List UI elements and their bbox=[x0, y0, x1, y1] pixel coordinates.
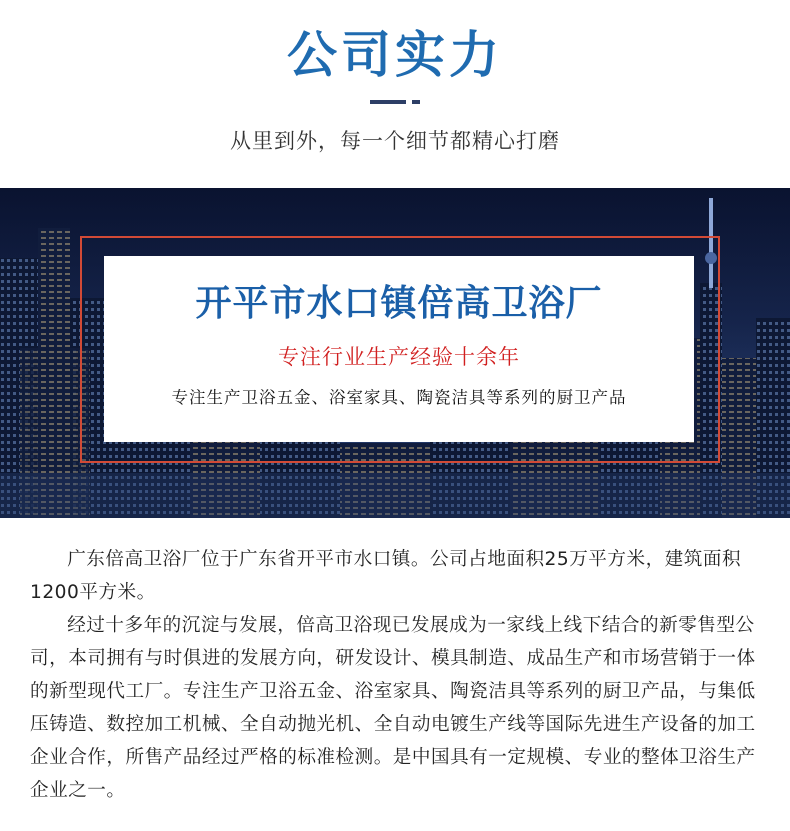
company-name: 开平市水口镇倍高卫浴厂 bbox=[195, 283, 603, 324]
intro-paragraph-1: 广东倍高卫浴厂位于广东省开平市水口镇。公司占地面积25万平方米，建筑面积1200平方米。 bbox=[30, 549, 742, 603]
intro-paragraph-2: 经过十多年的沉淀与发展，倍高卫浴现已发展成为一家线上线下结合的新零售型公司，本司拥有与时俱进的发展方向，研发设计、模具制造、成品生产和市场营销于一体的新型现代工厂。专注生产卫浴五金、浴室家具、陶瓷洁具等系列的厨卫产品，与集低压铸造、数控加工机械、全自动抛光机、全自动电镀生产线等国际先进生产设备的加工企业合作，所售产品经过严格的标准检测。是中国具有一定规模、专业的整体卫浴生产企业之一。 bbox=[30, 615, 756, 801]
title-underline bbox=[370, 100, 420, 104]
page-subtitle: 从里到外，每一个细节都精心打磨 bbox=[230, 129, 560, 153]
company-description: 专注生产卫浴五金、浴室家具、陶瓷洁具等系列的厨卫产品 bbox=[171, 388, 627, 407]
company-intro bbox=[30, 543, 770, 807]
page-title: 公司实力 bbox=[287, 26, 503, 84]
title-underline-gap bbox=[406, 100, 412, 104]
section-header bbox=[0, 0, 790, 190]
company-card bbox=[104, 256, 694, 442]
city-banner bbox=[0, 188, 790, 518]
company-tagline: 专注行业生产经验十余年 bbox=[278, 345, 520, 369]
